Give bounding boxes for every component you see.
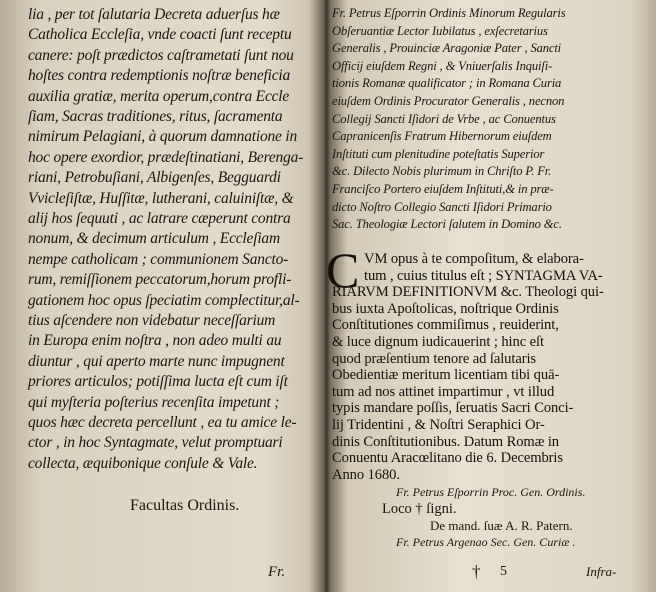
body-text-line: typis mandare poſſis, ſeruatis Sacri Conci- bbox=[332, 400, 574, 417]
left-text-line: tius aſcendere non videbatur neceſſarium bbox=[28, 312, 276, 329]
left-text-line: Vvicleſiſtæ, Huſſitæ, lutherani, caluiniſtæ, & bbox=[28, 189, 294, 207]
left-text-line: Catholica Eccleſia, vnde coacti ſunt receptu bbox=[28, 26, 292, 44]
left-text-line: lia , per tot ſalutaria Decreta aduerſus hæ bbox=[28, 6, 280, 23]
body-text-line: Obedientiæ meritum licentiam tibi quā- bbox=[332, 367, 560, 384]
header-text-line: tionis Romanæ qualificator ; in Romana Curia bbox=[332, 76, 562, 91]
header-text-line: Sac. Theologiæ Lectori ſalutem in Domino &c. bbox=[332, 217, 562, 232]
page-number: 5 bbox=[500, 564, 507, 579]
header-text-line: Obſeruantiæ Lector Iubilatus , exſecretarius bbox=[332, 23, 548, 38]
header-text-line: eiuſdem Ordinis Procurator Generalis , necnon bbox=[332, 94, 565, 108]
header-text-line: Officij eiuſdem Regni , & Vniuerſalis Inquiſi- bbox=[332, 58, 553, 73]
header-text-line: dicto Noſtro Collegio Sancti Iſidori Primario bbox=[332, 199, 552, 214]
right-page bbox=[324, 0, 656, 592]
header-text-line: Collegij Sancti Iſidori de Vrbe , ac Conuentus bbox=[332, 111, 556, 126]
body-text-line: Conſtitutiones commiſimus , reuiderint, bbox=[332, 317, 559, 334]
left-text-line: alij hos ſequuti , ac latrare cæperunt contra bbox=[28, 210, 291, 227]
left-text-line: canere: poſt prædictos caſtrametati ſunt nou bbox=[28, 46, 294, 64]
body-text-line: Conuentu Aracœlitano die 6. Decembris bbox=[332, 450, 563, 467]
left-page bbox=[0, 0, 318, 592]
body-text-line: quod præſentium tenore ad ſalutaris bbox=[332, 350, 537, 367]
mandate-line: De mand. ſuæ A. R. Patern. bbox=[430, 518, 573, 533]
seal-place: Loco † ſigni. bbox=[382, 501, 457, 517]
drop-cap: C bbox=[326, 242, 360, 298]
left-text-line: rum, remiſſionem peccatorum,horum profli- bbox=[28, 271, 292, 289]
body-text-line: & luce dignum iudicauerint ; hinc eſt bbox=[332, 334, 544, 350]
body-text-line: dinis Conſtitutionibus. Datum Romæ in bbox=[332, 433, 559, 450]
body-text-line: lij Tridentini , & Noſtri Seraphici Or- bbox=[332, 417, 545, 433]
left-text-line: hoſtes contra redemptionis noſtræ beneficia bbox=[28, 67, 291, 85]
left-text-line: qui myſteria poſterius recenſita impetunt ; bbox=[28, 393, 280, 411]
body-text-line: tum ad nos attinet impartimur , vt illud bbox=[332, 383, 555, 400]
header-text-line: Fr. Petrus Eſporrin Ordinis Minorum Regularis bbox=[332, 6, 566, 20]
left-page-heading: Facultas Ordinis. bbox=[130, 497, 240, 514]
left-text-line: ctor , in hoc Syntagmate, velut promptuari bbox=[28, 434, 283, 452]
left-text-line: diuntur , qui aperto marte nunc impugnent bbox=[28, 352, 285, 370]
header-text-line: &c. Dilecto Nobis plurimum in Chriſto P. Fr. bbox=[332, 164, 552, 179]
left-text-line: quos hæc decreta percellunt , ea tu amice le- bbox=[28, 414, 297, 431]
left-page-catchword: Fr. bbox=[268, 564, 286, 580]
left-text-line: priores articulos; potiſſima lucta eſt cum iſt bbox=[28, 373, 288, 391]
header-text-line: Inſtituti cum plenitudine poteſtatis Superior bbox=[332, 146, 545, 161]
left-text-line: nimirum Pelagiani, à quorum damnatione in bbox=[28, 128, 298, 146]
left-text-line: auxilia gratiæ, merita operum,contra Eccle bbox=[28, 87, 290, 105]
left-text-line: nonum, & decimum articulum , Eccleſiam bbox=[28, 230, 280, 248]
left-text-line: collecta, æquibonique conſule & Vale. bbox=[28, 454, 258, 472]
body-text-line: bus iuxta Apoſtolicas, noſtrique Ordinis bbox=[332, 300, 559, 317]
left-text-line: nempe catholicam ; communionem Sancto- bbox=[28, 250, 289, 268]
signature-secretary: Fr. Petrus Argenao Sec. Gen. Curiæ . bbox=[396, 535, 576, 549]
left-text-line: ſiam, Sacras traditiones, ritus, ſacramenta bbox=[28, 108, 283, 125]
signature-esporrin: Fr. Petrus Eſporrin Proc. Gen. Ordinis. bbox=[396, 485, 586, 499]
header-text-line: Capranicenſis Fratrum Hibernorum eiuſdem bbox=[332, 129, 552, 144]
left-text-line: gationem hoc opus ſpeciatim complectitur,al- bbox=[28, 291, 300, 309]
signature-mark: † bbox=[472, 562, 481, 581]
left-text-line: riani, Petrobuſiani, Albigenſes, Begguardi bbox=[28, 169, 281, 187]
header-text-line: Franciſco Portero eiuſdem Inſtituti,& in præ- bbox=[332, 182, 554, 196]
left-text-line: in Europa enim noſtra , non adeo multi au bbox=[28, 332, 282, 350]
left-text-line: hoc opere exordior, prædeſtinatiani, Berenga- bbox=[28, 148, 304, 166]
body-text-line: Anno 1680. bbox=[332, 466, 400, 483]
right-page-catchword: Infra- bbox=[586, 564, 617, 579]
header-text-line: Generalis , Prouinciæ Aragoniæ Pater , Sancti bbox=[332, 41, 562, 56]
body-text-line: tum , cuius titulus eſt ; SYNTAGMA VA- bbox=[364, 267, 603, 284]
body-text-line: RIARVM DEFINITIONVM &c. Theologi qui- bbox=[332, 284, 604, 301]
body-text-line: VM opus à te compoſitum, & elabora- bbox=[364, 251, 584, 267]
